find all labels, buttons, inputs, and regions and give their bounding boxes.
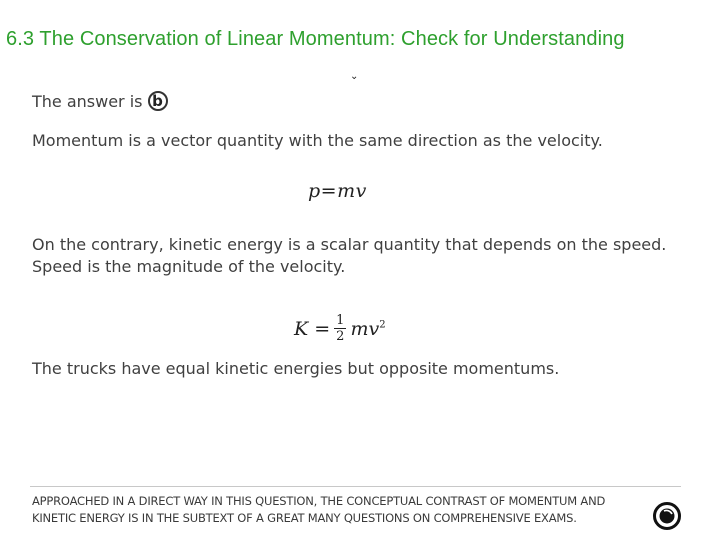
formula-lhs: K = <box>294 317 331 340</box>
momentum-explanation: Momentum is a vector quantity with the same direction as the velocity. <box>32 131 603 150</box>
formula-rhs <box>350 318 385 340</box>
kinetic-energy-formula <box>294 314 386 343</box>
circle-logo-icon <box>653 502 681 530</box>
formula-fraction <box>334 314 346 343</box>
fraction-denominator: 2 <box>336 329 345 344</box>
footer-note: APPROACHED IN A DIRECT WAY IN THIS QUESTION, THE CONCEPTUAL CONTRAST OF MOMENTUM AND KINETIC ENERGY IS IN THE SUBTEXT OF A GREAT MANY QUESTIONS ON COMPREHENSIVE EXAMS. <box>32 494 606 525</box>
fraction-numerator: 1 <box>336 313 345 328</box>
answer-prefix: The answer is <box>32 91 143 111</box>
kinetic-energy-explanation: On the contrary, kinetic energy is a scalar quantity that depends on the speed. Speed is the magnitude of the velocity. <box>32 235 667 276</box>
footer-divider <box>30 486 681 487</box>
conclusion-text: The trucks have equal kinetic energies but opposite momentums. <box>32 359 560 378</box>
answer-choice-badge: b <box>148 91 168 111</box>
formula-exponent: 2 <box>379 319 386 331</box>
answer-line <box>32 91 168 111</box>
slide-title: 6.3 The Conservation of Linear Momentum: Check for Understanding <box>6 28 625 50</box>
formula-rhs-base: mv <box>350 317 380 340</box>
caret-mark: ⌄ <box>350 71 359 82</box>
momentum-formula: p=mv <box>308 180 367 202</box>
